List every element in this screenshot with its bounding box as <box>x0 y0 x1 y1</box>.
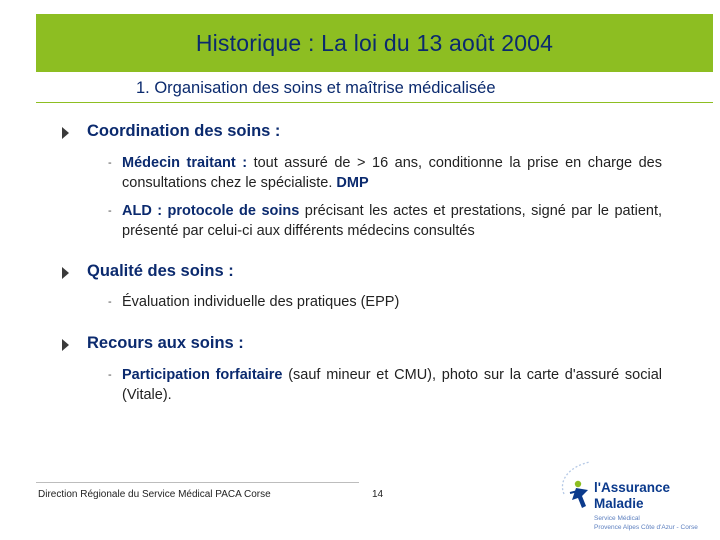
item-bold: Médecin traitant : <box>122 155 248 171</box>
page-number: 14 <box>372 489 384 500</box>
item-text: précisant les actes et prestations, signé par le patient, présenté par celui-ci aux différents médecins consultés <box>122 203 663 239</box>
item-bold-end: DMP <box>332 175 369 191</box>
item-text: tout assuré de > 16 ans, conditionne la prise en charge des consultations chez le spécialiste. <box>122 155 662 191</box>
slide-subtitle: 1. Organisation des soins et maîtrise médicalisée <box>136 79 496 97</box>
dash-bullet-icon: - <box>108 205 112 217</box>
item-text: (sauf mineur et CMU), photo sur la carte d'assuré social (Vitale). <box>122 367 662 403</box>
dash-bullet-icon: - <box>108 369 112 381</box>
list-item <box>108 292 662 312</box>
dash-bullet-icon: - <box>108 157 112 169</box>
list-item <box>108 365 662 405</box>
section-title: Qualité des soins : <box>87 262 234 280</box>
dash-bullet-icon: - <box>108 296 112 308</box>
assurance-maladie-logo <box>556 460 716 536</box>
logo-name-line1: l'Assurance <box>594 480 670 495</box>
logo-name-line2: Maladie <box>594 496 644 511</box>
list-item <box>108 153 662 193</box>
item-text: Évaluation individuelle des pratiques (EPP) <box>122 294 400 310</box>
footer-text: Direction Régionale du Service Médical PACA Corse <box>38 489 271 500</box>
section-title: Coordination des soins : <box>87 122 281 140</box>
logo-swoosh-icon <box>556 460 598 520</box>
title-bar <box>36 14 713 72</box>
list-item <box>108 201 663 241</box>
item-bold: Participation forfaitaire <box>122 367 283 383</box>
section-title: Recours aux soins : <box>87 334 244 352</box>
item-bold: ALD : protocole de soins <box>122 203 300 219</box>
logo-sub-line1: Service Médical <box>594 515 640 522</box>
bullet-arrow-icon <box>62 127 69 139</box>
subtitle-divider <box>36 102 713 103</box>
footer-divider <box>36 482 359 483</box>
bullet-arrow-icon <box>62 339 69 351</box>
slide-title: Historique : La loi du 13 août 2004 <box>195 30 554 56</box>
bullet-arrow-icon <box>62 267 69 279</box>
logo-sub-line2: Provence Alpes Côte d'Azur - Corse <box>594 524 698 531</box>
